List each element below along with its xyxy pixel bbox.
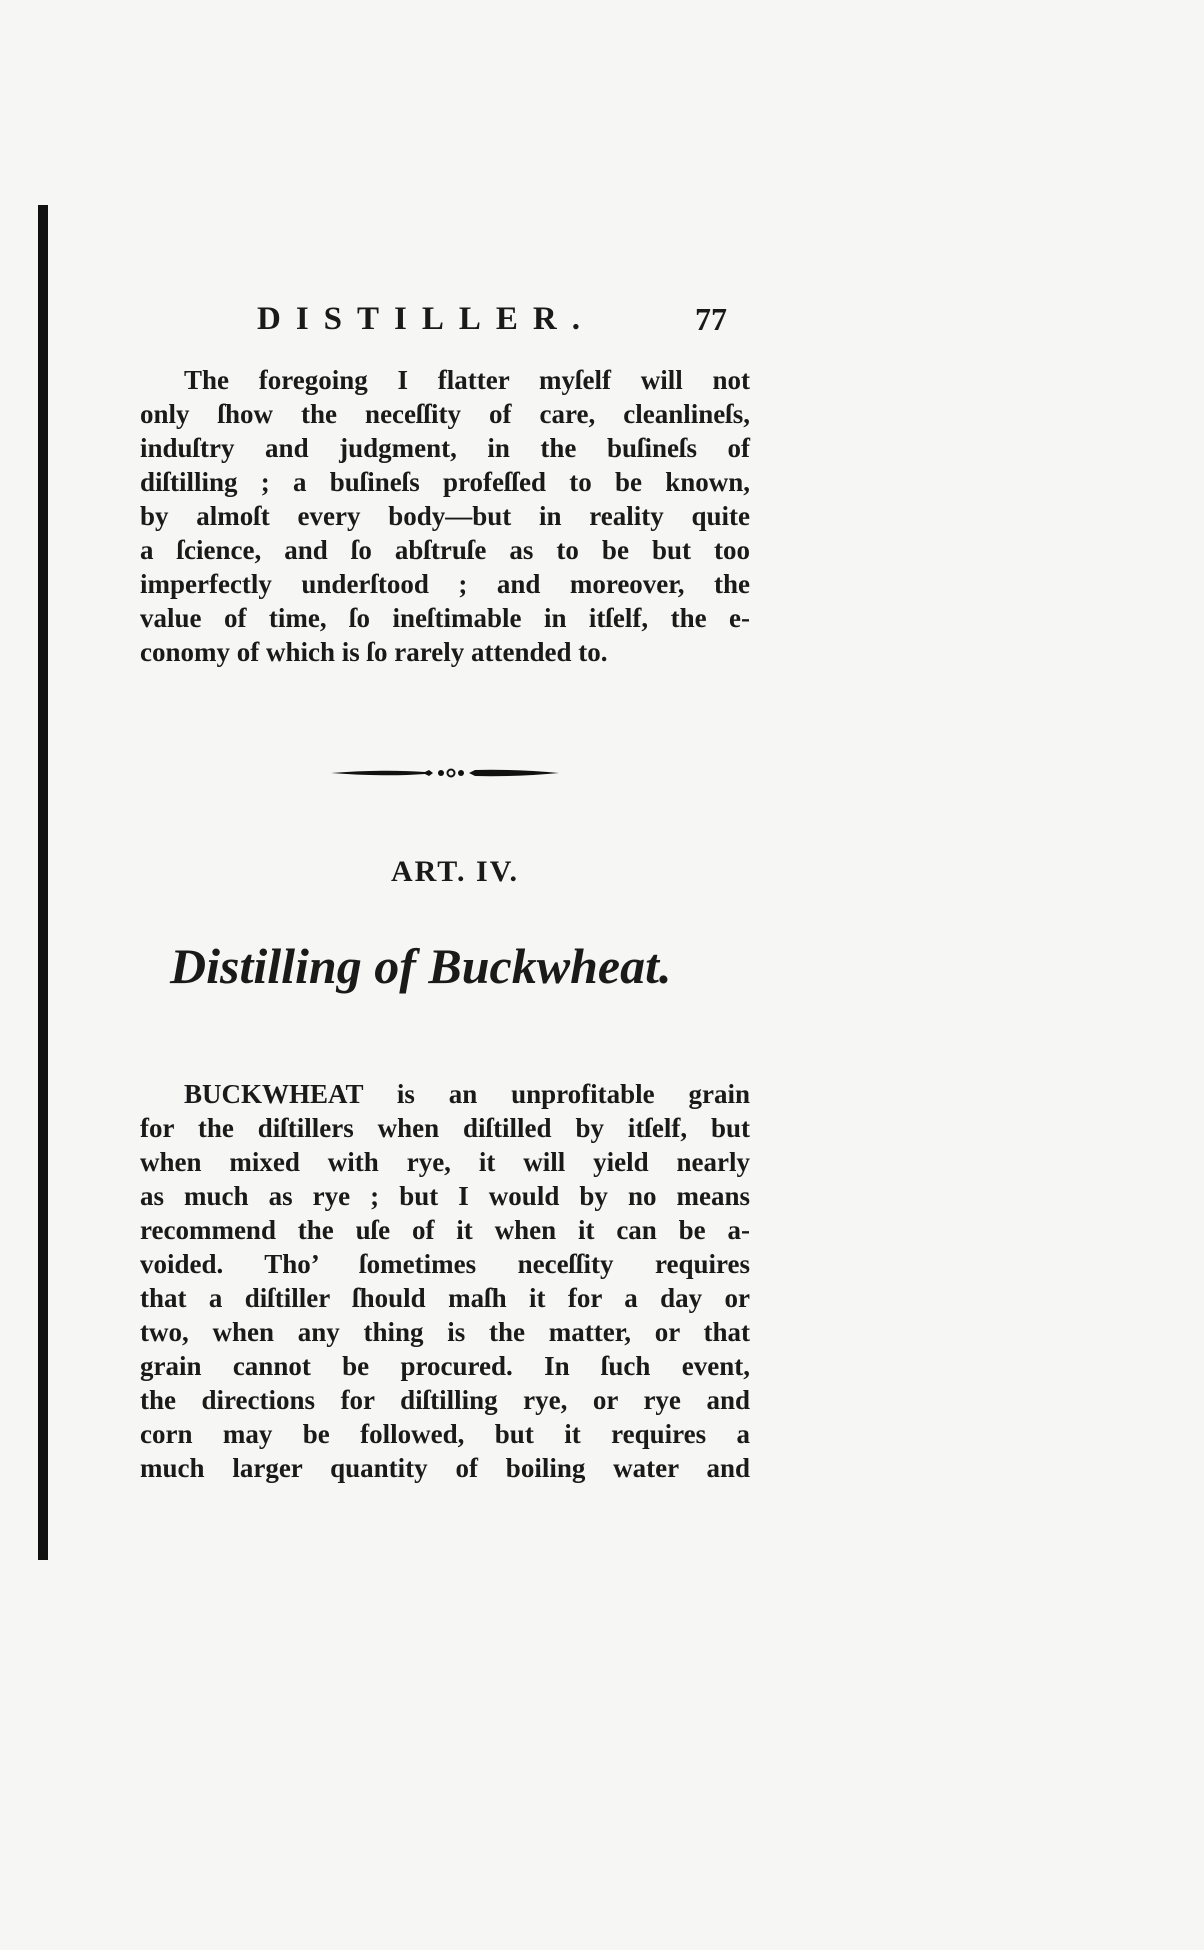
text-line: much larger quantity of boiling water and — [140, 1453, 750, 1483]
text-line: diſtilling ; a buſineſs profeſſed to be known, — [140, 467, 750, 497]
text-line: only ſhow the neceſſity of care, cleanlineſs, — [140, 399, 750, 429]
page-number: 77 — [695, 301, 727, 337]
text-line: The foregoing I flatter myſelf will not — [184, 365, 750, 395]
text-line: a ſcience, and ſo abſtruſe as to be but too — [140, 535, 750, 565]
text-line: corn may be followed, but it requires a — [140, 1419, 750, 1449]
running-title: DISTILLER. — [257, 301, 595, 337]
text-line: by almoſt every body—but in reality quite — [140, 501, 750, 531]
text-line: BUCKWHEAT is an unprofitable grain — [184, 1079, 750, 1109]
text-line: conomy of which is ſo rarely attended to. — [140, 637, 608, 667]
paragraph-foregoing — [140, 363, 750, 669]
text-line: voided. Tho’ ſometimes neceſſity requires — [140, 1249, 750, 1279]
text-line: for the diſtillers when diſtilled by itſelf, but — [140, 1113, 750, 1143]
text-line: induſtry and judgment, in the buſineſs of — [140, 433, 750, 463]
article-number: ART. IV. — [390, 855, 520, 888]
text-line: the directions for diſtilling rye, or rye and — [140, 1385, 750, 1415]
article-title: Distilling of Buckwheat. — [170, 938, 672, 994]
text-line: grain cannot be procured. In ſuch event, — [140, 1351, 750, 1381]
text-line: two, when any thing is the matter, or that — [140, 1317, 750, 1347]
text-line: when mixed with rye, it will yield nearly — [140, 1147, 750, 1177]
text-line: recommend the uſe of it when it can be a- — [140, 1215, 750, 1245]
text-line: value of time, ſo ineſtimable in itſelf, the e- — [140, 603, 750, 633]
section-divider-ornament — [325, 761, 565, 785]
binding-edge — [38, 205, 48, 1560]
running-head — [140, 295, 750, 345]
text-line: that a diſtiller ſhould maſh it for a day or — [140, 1283, 750, 1313]
paragraph-buckwheat — [140, 1077, 750, 1485]
book-page — [140, 295, 750, 1485]
text-line: imperfectly underſtood ; and moreover, the — [140, 569, 750, 599]
text-line: as much as rye ; but I would by no means — [140, 1181, 750, 1211]
